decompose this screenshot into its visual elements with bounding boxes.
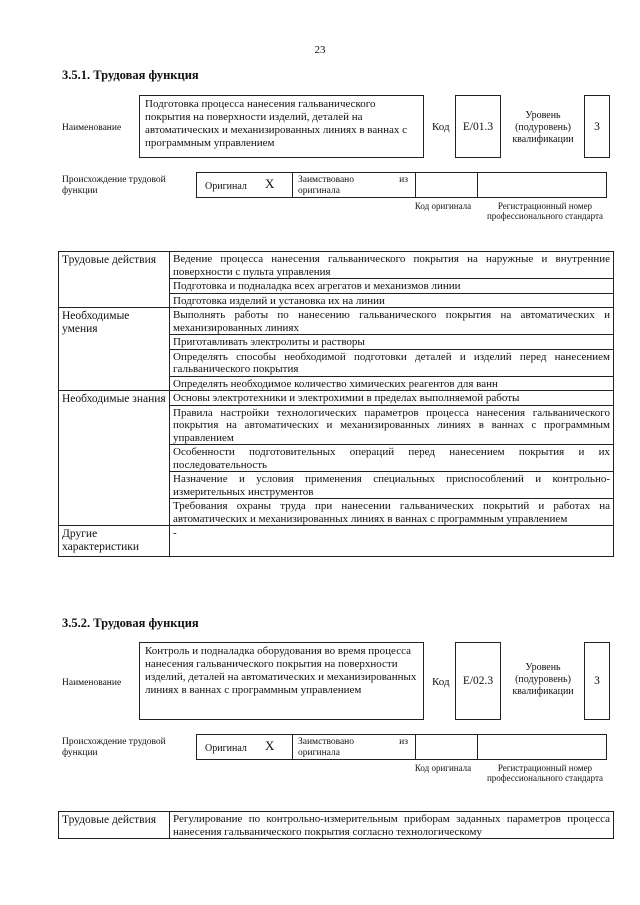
code-value: E/01.3: [462, 120, 494, 133]
table-cell: Особенности подготовительных операций перед нанесением покрытия и их последовательность: [170, 445, 614, 472]
table-cell: Основы электротехники и электрохимии в пределах выполняемой работы: [170, 391, 614, 406]
table-cell: Назначение и условия применения специальных приспособлений и контрольно-измерительных инструментов: [170, 472, 614, 499]
origin-label: Происхождение трудовой функции: [62, 175, 166, 196]
row-header-other: Другие характеристики: [59, 526, 170, 557]
function-name-box: [139, 95, 424, 158]
borrowed-label: Заимствовано из оригинала: [298, 737, 408, 758]
code-label: Код: [432, 676, 450, 688]
original-mark: X: [265, 176, 275, 191]
table-cell: Определять необходимое количество химических реагентов для ванн: [170, 376, 614, 391]
table-cell: Приготавливать электролиты и растворы: [170, 335, 614, 350]
original-label: Оригинал: [205, 743, 247, 754]
origin-label: Происхождение трудовой функции: [62, 737, 166, 758]
code-label: Код: [432, 121, 450, 133]
origin-table: [196, 734, 607, 760]
section-title: 3.5.2. Трудовая функция: [62, 616, 199, 630]
row-header-actions: Трудовые действия: [59, 812, 170, 839]
level-value-box: [584, 642, 610, 720]
level-label: Уровень (подуровень) квалификации: [512, 662, 574, 697]
function-details-table: [58, 811, 614, 839]
table-cell: Требования охраны труда при нанесении гальванических покрытий и работах на автоматических и механизированных линиях в ваннах с программным управлением: [170, 499, 614, 526]
table-cell: Регулирование по контрольно-измерительным приборам заданных параметров процесса нанесения гальванического покрытия согласно технологическому: [170, 812, 614, 839]
orig-code-label: Код оригинала: [414, 201, 472, 211]
table-cell: Ведение процесса нанесения гальванического покрытия на наружные и внутренние поверхности с пульта управления: [170, 252, 614, 279]
level-value: 3: [594, 675, 600, 687]
reg-number-label: Регистрационный номер профессионального стандарта: [486, 763, 604, 783]
row-header-skills: Необходимые умения: [59, 308, 170, 391]
original-mark: X: [265, 738, 275, 753]
code-value-box: [455, 95, 501, 158]
table-cell: Выполнять работы по нанесению гальванического покрытия на автоматических и механизированных линиях: [170, 308, 614, 335]
origin-table: [196, 172, 607, 198]
page-number: 23: [314, 44, 326, 56]
name-label: Наименование: [62, 678, 122, 688]
function-name-text: Контроль и подналадка оборудования во время процесса нанесения гальванического покрытия на поверхности изделий, деталей на автоматических и механизированных линиях в ваннах с программным управлением: [145, 645, 417, 696]
code-value: E/02.3: [462, 675, 494, 687]
original-label: Оригинал: [205, 181, 247, 192]
borrowed-label: Заимствовано из оригинала: [298, 175, 408, 196]
name-label: Наименование: [62, 123, 122, 133]
table-cell: Правила настройки технологических параметров процесса нанесения гальванического покрытия на автоматических и механизированных линиях в ваннах с программным управлением: [170, 405, 614, 445]
table-cell: Подготовка изделий и установка их на линии: [170, 293, 614, 308]
function-name-box: [139, 642, 424, 720]
level-label: Уровень (подуровень) квалификации: [512, 110, 574, 145]
orig-code-label: Код оригинала: [414, 763, 472, 773]
level-value: 3: [594, 120, 600, 133]
table-cell: Определять способы необходимой подготовки деталей и изделий перед нанесением гальванического покрытия: [170, 349, 614, 376]
section-title: 3.5.1. Трудовая функция: [62, 68, 199, 82]
code-value-box: [455, 642, 501, 720]
level-value-box: [584, 95, 610, 158]
row-header-actions: Трудовые действия: [59, 252, 170, 308]
table-cell: -: [170, 526, 614, 557]
table-cell: Подготовка и подналадка всех агрегатов и механизмов линии: [170, 279, 614, 294]
function-details-table: [58, 251, 614, 557]
row-header-knowledge: Необходимые знания: [59, 391, 170, 526]
reg-number-label: Регистрационный номер профессионального стандарта: [486, 201, 604, 221]
function-name-text: Подготовка процесса нанесения гальванического покрытия на поверхности изделий, деталей на автоматических и механизированных линиях в ваннах с программным управлением: [145, 98, 408, 149]
